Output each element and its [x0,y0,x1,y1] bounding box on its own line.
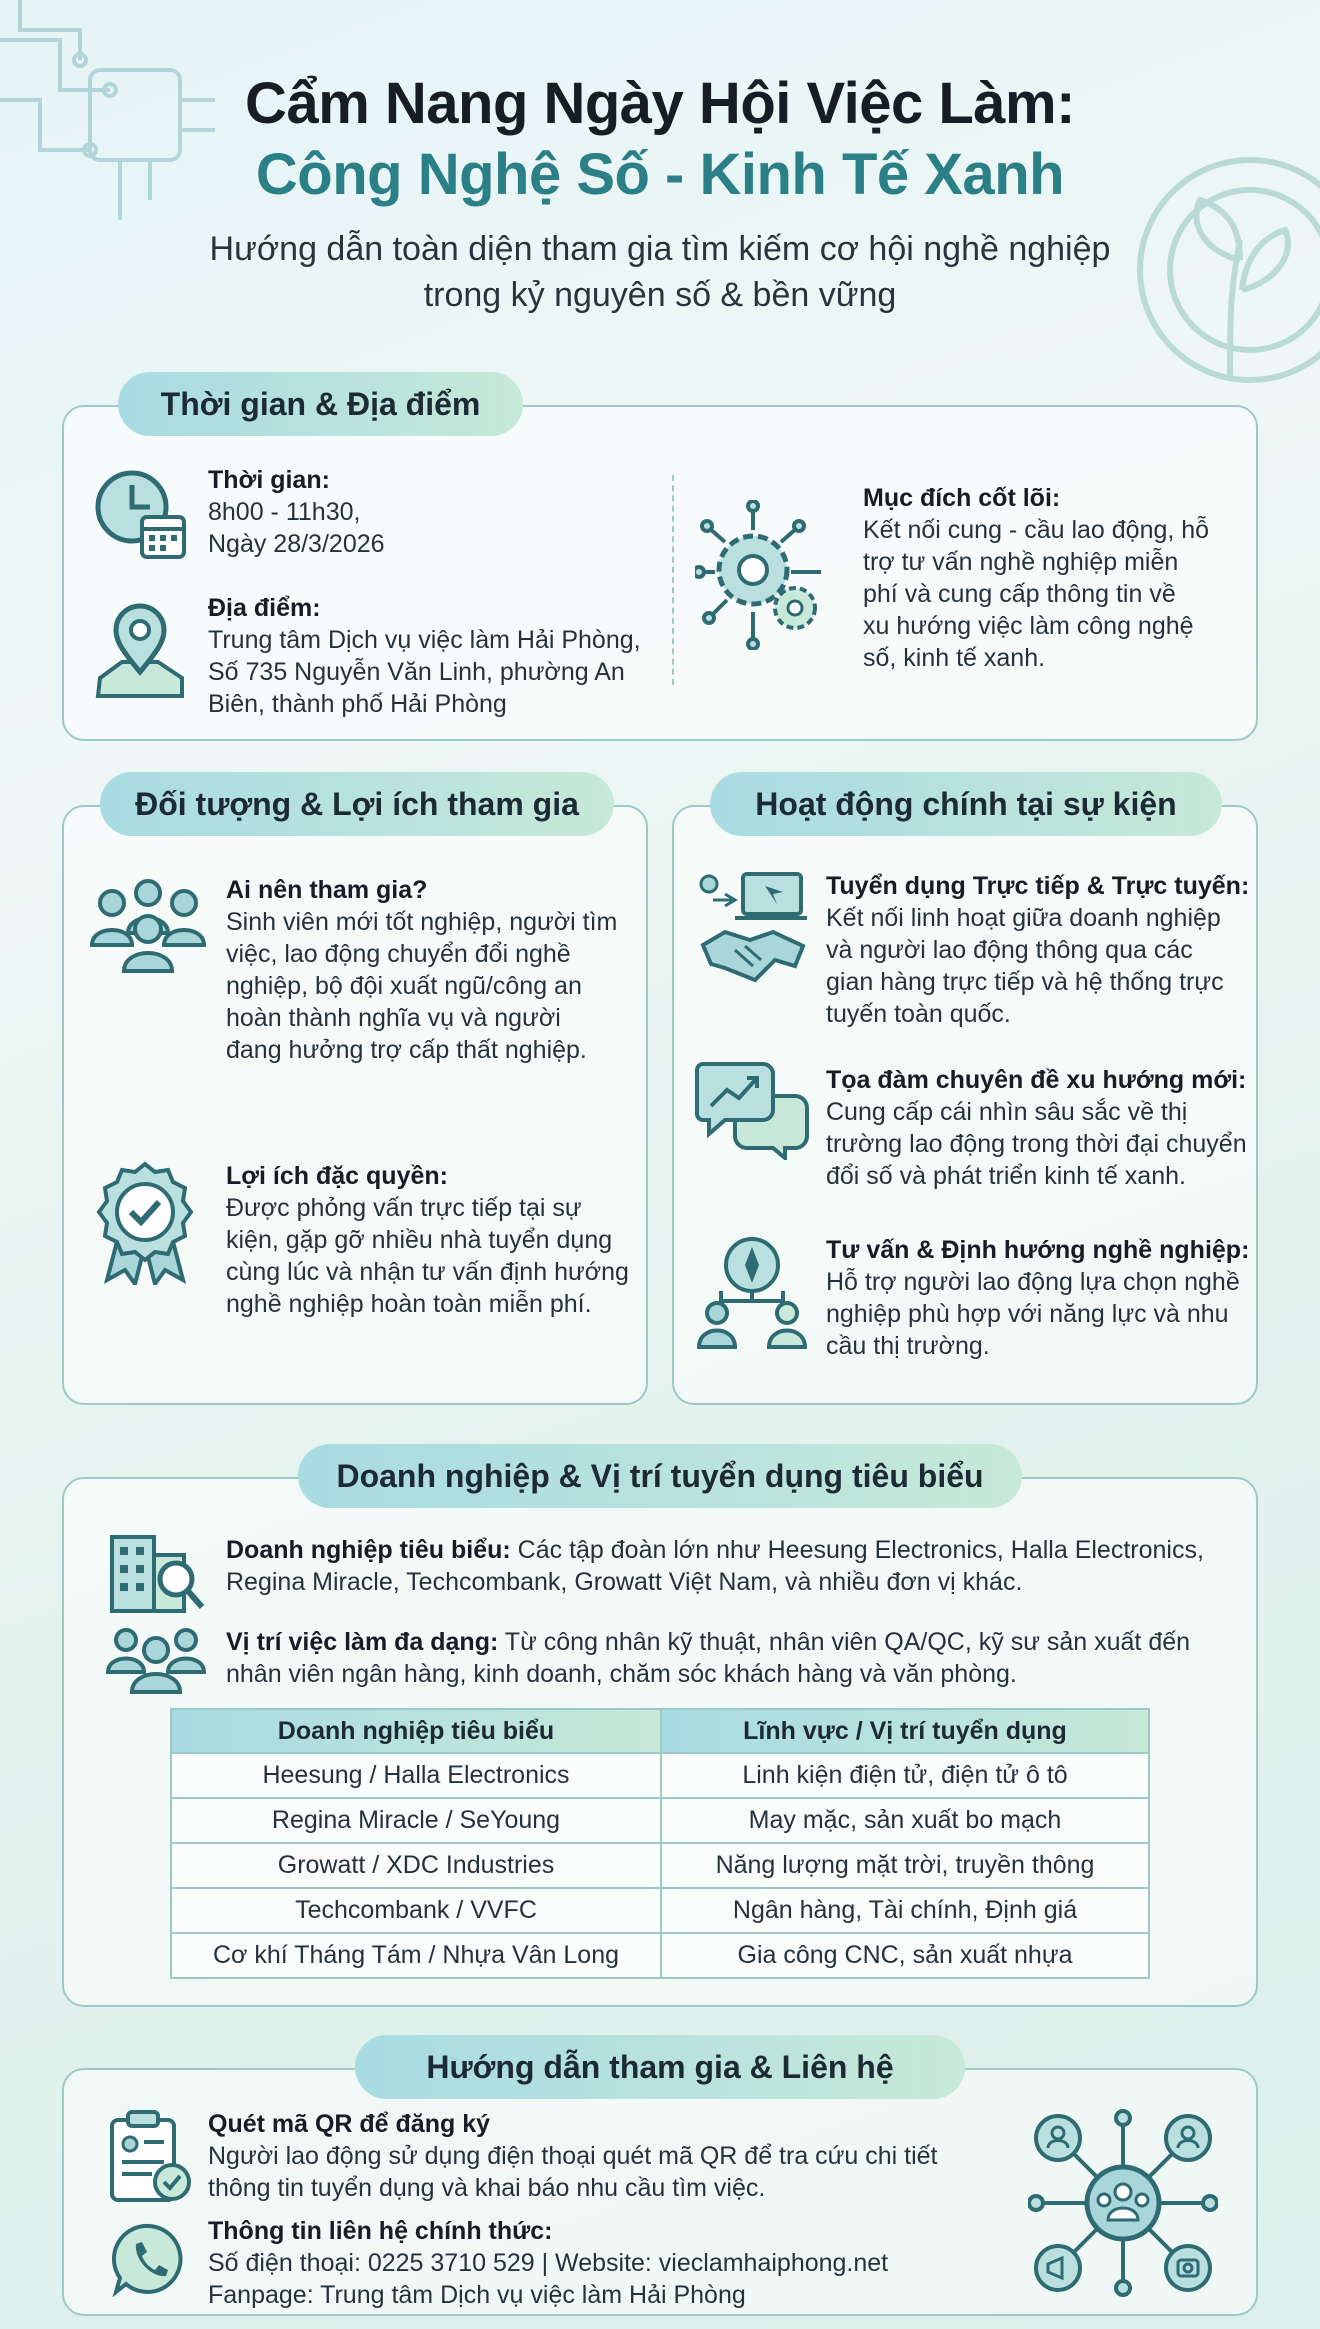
time-place-heading: Thời gian & Địa điểm [118,372,523,436]
companies-heading: Doanh nghiệp & Vị trí tuyển dụng tiêu biểu [298,1444,1022,1508]
clock-calendar-icon [90,465,190,565]
table-row: Cơ khí Tháng Tám / Nhựa Vân Long Gia công CNC, sản xuất nhựa [171,1933,1149,1978]
phone-chat-icon [112,2222,187,2297]
guide-heading: Hướng dẫn tham gia & Liên hệ [355,2035,965,2099]
who-block: Ai nên tham gia? Sinh viên mới tốt nghiệp, người tìm việc, lao động chuyển đổi nghề nghiệp, bộ đội xuất ngũ/công an hoàn thành nghĩa vụ và người đang hưởng trợ cấp thất nghiệp. [226,876,618,1064]
purpose-block: Mục đích cốt lõi: Kết nối cung - cầu lao động, hỗ trợ tư vấn nghề nghiệp miễn phí và cung cấp thông tin về xu hướng việc làm công nghệ số, kinh tế xanh. [863,484,1210,672]
activity-talk-block: Tọa đàm chuyên đề xu hướng mới: Cung cấp cái nhìn sâu sắc về thị trường lao động trong thời đại chuyển đổi số và phát triển kinh tế xanh. [826,1066,1247,1190]
benefit-block: Lợi ích đặc quyền: Được phỏng vấn trực tiếp tại sự kiện, gặp gỡ nhiều nhà tuyển dụng cùng lúc và nhận tư vấn định hướng nghề nghiệp hoàn toàn miễn phí. [226,1162,629,1318]
online-recruitment-handshake-icon [695,870,810,985]
companies-table [170,1708,1150,1979]
place-block: Địa điểm: Trung tâm Dịch vụ việc làm Hải Phòng, Số 735 Nguyễn Văn Linh, phường An Biên, thành phố Hải Phòng [208,594,641,718]
clipboard-registration-icon [108,2110,193,2205]
table-header-row [171,1709,1149,1753]
page-title-highlight: Công Nghệ Số - Kinh Tế Xanh [255,142,1065,207]
chat-trend-icon [695,1060,810,1160]
time-block: Thời gian: 8h00 - 11h30, Ngày 28/3/2026 [208,466,385,558]
building-search-icon [106,1525,206,1615]
page-title: Cẩm Nang Ngày Hội Việc Làm: [245,71,1075,136]
activities-heading: Hoạt động chính tại sự kiện [710,772,1222,836]
qr-register-block: Quét mã QR để đăng ký Người lao động sử dụng điện thoại quét mã QR để tra cứu chi tiết thông tin tuyển dụng và khai báo nhu cầu tìm việc. [208,2110,938,2202]
page-header [0,70,1320,318]
table-row: Techcombank / VVFC Ngân hàng, Tài chính, Định giá [171,1888,1149,1933]
audience-heading: Đối tượng & Lợi ích tham gia [100,772,614,836]
job-positions-text: Vị trí việc làm đa dạng: Từ công nhân kỹ thuật, nhân viên QA/QC, kỹ sư sản xuất đến nhân viên ngân hàng, kinh doanh, chăm sóc khách hàng và văn phòng. [226,1628,1191,1688]
table-row: Growatt / XDC Industries Năng lượng mặt trời, truyền thông [171,1843,1149,1888]
activity-consult-block: Tư vấn & Định hướng nghề nghiệp: Hỗ trợ người lao động lựa chọn nghề nghiệp phù hợp với năng lực và nhu cầu thị trường. [826,1236,1250,1360]
table-header-field: Lĩnh vực / Vị trí tuyển dụng [661,1709,1149,1753]
page-subtitle: Hướng dẫn toàn diện tham gia tìm kiếm cơ hội nghề nghiệp trong kỷ nguyên số & bền vững [209,230,1111,314]
badge-check-icon [95,1160,195,1285]
people-team-icon [106,1622,206,1694]
table-row: Heesung / Halla Electronics Linh kiện điện tử, điện tử ô tô [171,1753,1149,1798]
community-network-icon [1028,2108,1218,2298]
activity-recruitment-block: Tuyển dụng Trực tiếp & Trực tuyến: Kết nối linh hoạt giữa doanh nghiệp và người lao động thông qua các gian hàng trực tiếp và hệ thống trực tuyến toàn quốc. [826,872,1250,1028]
people-group-icon [88,875,208,975]
table-header-company: Doanh nghiệp tiêu biểu [171,1709,661,1753]
location-pin-icon [90,600,190,700]
contact-block: Thông tin liên hệ chính thức: Số điện thoại: 0225 3710 529 | Website: vieclamhaiphong.net Fanpage: Trung tâm Dịch vụ việc làm Hải Phòng [208,2217,889,2309]
compass-career-icon [695,1235,810,1350]
gears-network-icon [695,500,825,650]
featured-companies-text: Doanh nghiệp tiêu biểu: Các tập đoàn lớn như Heesung Electronics, Halla Electronics, Regina Miracle, Techcombank, Growatt Việt Nam, và nhiều đơn vị khác. [226,1536,1204,1596]
table-row: Regina Miracle / SeYoung May mặc, sản xuất bo mạch [171,1798,1149,1843]
section-divider [672,475,674,685]
